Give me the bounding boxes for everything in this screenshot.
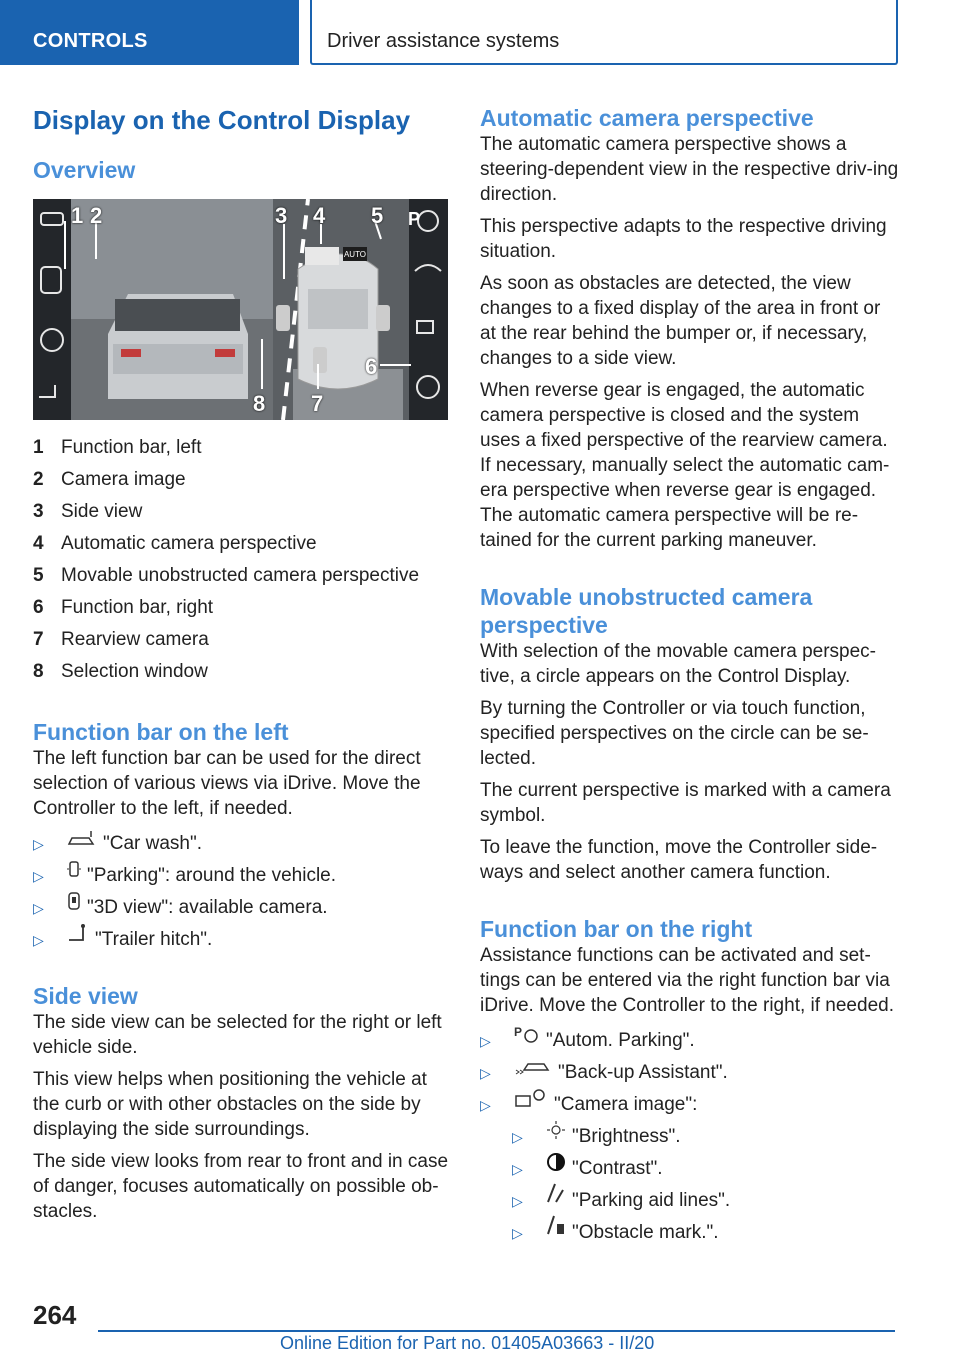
figure-label-1: 1: [71, 203, 84, 228]
function-bar-right-heading: Function bar on the right: [480, 916, 753, 942]
contrast-icon: [546, 1151, 566, 1183]
legend-item: 8 Selection window: [33, 661, 208, 682]
legend-item: 4 Automatic camera perspective: [33, 533, 317, 554]
figure-label-6: 6: [365, 354, 378, 379]
section-title: CONTROLS: [33, 30, 148, 52]
edition-text: Online Edition for Part no. 01405A03663 - II/20: [280, 1333, 655, 1353]
figure-label-5: 5: [371, 203, 384, 228]
function-bar-left-text: The left function bar can be used for the direct selection of various views via iDrive. Move the Controller to the left, if needed.: [33, 748, 421, 819]
parking-around-icon: [67, 858, 81, 890]
brightness-icon: [546, 1119, 566, 1151]
section-tab: [0, 0, 299, 65]
auto-paragraph: When reverse gear is engaged, the automatic camera perspective is closed and the system uses a fixed perspective of the rearview camera. If necessary, manually select the automatic cam-era perspective when reverse gear is engaged. The automatic camera perspective will be re-tained for the current parking maneuver.: [480, 380, 890, 551]
list-item: ▷ "Back-up Assistant".: [480, 1057, 900, 1089]
figure-label-7: 7: [311, 391, 324, 416]
list-item: ▷ "Camera image":: [480, 1089, 900, 1121]
auto-paragraph: The automatic camera perspective shows a steering-dependent view in the respective driv-ing direction.: [480, 134, 899, 205]
camera-image-icon: [514, 1087, 548, 1119]
auto-paragraph: This perspective adapts to the respective driving situation.: [480, 216, 887, 262]
camera-view-illustration: [33, 199, 448, 420]
chapter-title: Driver assistance systems: [327, 30, 560, 52]
parking-aid-lines-icon: [546, 1182, 566, 1215]
autom-parking-icon: [514, 1023, 540, 1055]
right-column: [480, 100, 900, 1249]
side-view-paragraph: This view helps when positioning the vehicle at the curb or with other obstacles on the side by displaying the side surroundings.: [33, 1069, 427, 1140]
legend-item: 1 Function bar, left: [33, 437, 202, 458]
legend-item: 5 Movable unobstructed camera perspective: [33, 565, 420, 586]
list-item: ▷ "Parking": around the vehicle.: [33, 860, 451, 892]
legend-item: 3 Side view: [33, 501, 143, 522]
trailer-hitch-icon: [67, 922, 89, 954]
function-bar-right-text: Assistance functions can be activated and set-tings can be entered via the right function bar via iDrive. Move the Controller to the right, if needed.: [480, 945, 894, 1016]
page-number: 264: [33, 1300, 77, 1330]
auto-perspective-heading: Automatic camera perspective: [480, 105, 814, 131]
list-item: ▷ "3D view": available camera.: [33, 892, 451, 924]
figure-label-8: 8: [253, 391, 266, 416]
list-item: ▷ "Parking aid lines".: [480, 1185, 900, 1217]
chapter-tab: [310, 0, 898, 65]
figure-legend: [33, 432, 451, 688]
list-item: ▷ "Brightness".: [480, 1121, 900, 1153]
car-wash-icon: [67, 826, 97, 858]
svg-text:AUTO: AUTO: [343, 250, 367, 259]
movable-paragraph: To leave the function, move the Controller side-ways and select another camera function.: [480, 837, 878, 883]
side-view-heading: Side view: [33, 983, 138, 1009]
list-item: ▷ P "Autom. Parking".: [480, 1025, 900, 1057]
list-item: ▷ "Contrast".: [480, 1153, 900, 1185]
function-bar-left-heading: Function bar on the left: [33, 719, 289, 745]
movable-paragraph: With selection of the movable camera perspec-tive, a circle appears on the Control Display.: [480, 641, 877, 687]
control-display-figure: [33, 199, 448, 420]
svg-text:P: P: [514, 1024, 523, 1039]
list-item: ▷ "Obstacle mark.".: [480, 1217, 900, 1249]
page-title: Display on the Control Display: [33, 105, 411, 135]
list-item: ▷ "Car wash".: [33, 828, 451, 860]
side-view-paragraph: The side view can be selected for the right or left vehicle side.: [33, 1012, 442, 1058]
backup-assistant-icon: [514, 1055, 552, 1087]
legend-item: 7 Rearview camera: [33, 629, 209, 650]
left-column: [33, 100, 451, 1231]
auto-paragraph: As soon as obstacles are detected, the view changes to a fixed display of the area in front or at the rear behind the bumper or, if necessary, changes to a side view.: [480, 273, 881, 369]
overview-heading: Overview: [33, 157, 136, 183]
figure-label-3: 3: [275, 203, 288, 228]
list-item: ▷ "Trailer hitch".: [33, 924, 451, 956]
figure-label-2: 2: [90, 203, 103, 228]
movable-paragraph: By turning the Controller or via touch function, specified perspectives on the circle can be se-lected.: [480, 698, 869, 769]
footer-rule: [98, 1330, 895, 1332]
obstacle-mark-icon: [546, 1214, 566, 1247]
side-view-paragraph: The side view looks from rear to front and in case of danger, focuses automatically on possible ob-stacles.: [33, 1151, 449, 1222]
svg-text:P: P: [408, 209, 421, 229]
movable-paragraph: The current perspective is marked with a camera symbol.: [480, 780, 891, 826]
legend-item: 6 Function bar, right: [33, 597, 214, 618]
figure-label-4: 4: [313, 203, 326, 228]
movable-perspective-heading: Movable unobstructed camera perspective: [480, 584, 813, 638]
3d-view-icon: [67, 890, 81, 922]
legend-item: 2 Camera image: [33, 469, 186, 490]
